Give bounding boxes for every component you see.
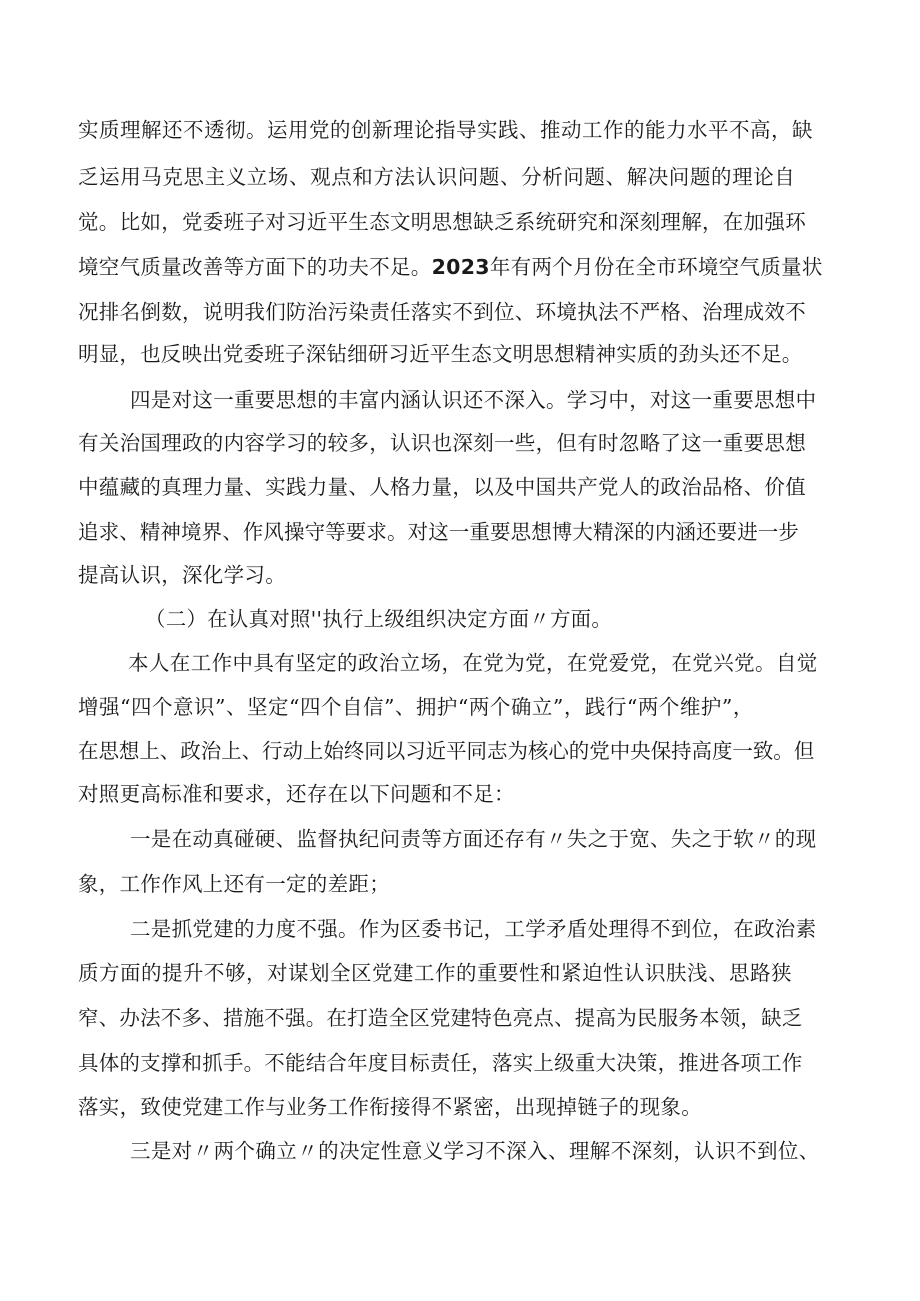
- text-line: 具体的支撑和抓手。不能结合年度目标责任，落实上级重大决策，推进各项工作: [78, 1051, 803, 1075]
- text-line: 实质理解还不透彻。运用党的创新理论指导实践、推动工作的能力水平不高，缺: [78, 118, 813, 142]
- year-number: 2023: [431, 255, 490, 279]
- paragraph-start: 一是在动真碰硬、监督执纪问责等方面还存有〃失之于宽、失之于软〃的现: [130, 827, 817, 851]
- text-line: 中蕴藏的真理力量、实践力量、人格力量，以及中国共产党人的政治品格、价值: [78, 475, 806, 499]
- text-line: 在思想上、政治上、行动上始终同以习近平同志为核心的党中央保持高度一致。但: [78, 739, 815, 763]
- text-line: 明显，也反映出党委班子深钻细研习近平生态文明思想精神实质的劲头还不足。: [78, 342, 803, 366]
- paragraph-start: 四是对这一重要思想的丰富内涵认识还不深入。学习中，对这一重要思想中: [130, 388, 817, 412]
- text-line: 有关治国理政的内容学习的较多，认识也深刻一些，但有时忽略了这一重要思想: [78, 431, 806, 455]
- text-segment: 境空气质量改善等方面下的功夫不足。: [78, 255, 432, 279]
- section-heading: （二）在认真对照''执行上级组织决定方面〃方面。: [145, 607, 613, 631]
- text-line: 乏运用马克思主义立场、观点和方法认识问题、分析问题、解决问题的理论自: [78, 165, 796, 189]
- paragraph-start: 本人在工作中具有坚定的政治立场，在党为党，在党爱党，在党兴党。自觉: [128, 651, 818, 675]
- text-line: 象，工作作风上还有一定的差距；: [78, 872, 390, 896]
- text-line: 追求、精神境界、作风操守等要求。对这一重要思想博大精深的内涵还要进一步: [78, 520, 799, 544]
- text-line: 落实，致使党建工作与业务工作衔接得不紧密，出现掉链子的现象。: [78, 1095, 702, 1119]
- text-line: 质方面的提升不够，对谋划全区党建工作的重要性和紧迫性认识肤浅、思路狭: [78, 961, 792, 985]
- text-line: 增强“四个意识”、坚定“四个自信”、拥护“两个确立”，践行“两个维护”，: [78, 695, 754, 719]
- text-line: [78, 254, 823, 280]
- text-segment: 年有两个月份在全市环境空气质量状: [489, 255, 823, 279]
- paragraph-start: 三是对〃两个确立〃的决定性意义学习不深入、理解不深刻，认识不到位、: [130, 1139, 820, 1163]
- text-line: 提高认识，深化学习。: [78, 563, 286, 587]
- text-line: 觉。比如，党委班子对习近平生态文明思想缺乏系统研究和深刻理解，在加强环: [78, 210, 806, 234]
- text-line: 对照更高标准和要求，还存在以下问题和不足：: [78, 782, 515, 806]
- text-line: 窄、办法不多、措施不强。在打造全区党建特色亮点、提高为民服务本领，缺乏: [78, 1006, 803, 1030]
- text-line: 况排名倒数，说明我们防治污染责任落实不到位、环境执法不严格、治理成效不: [78, 300, 806, 324]
- paragraph-start: 二是抓党建的力度不强。作为区委书记，工学矛盾处理得不到位，在政治素: [130, 917, 817, 941]
